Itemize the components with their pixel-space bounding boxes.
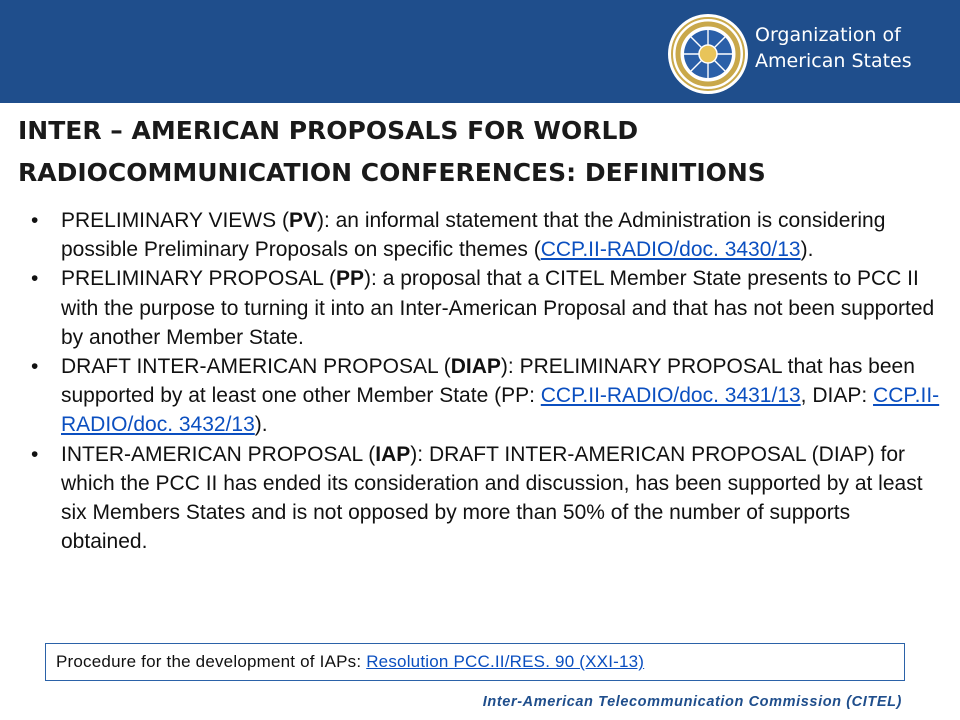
- org-name-line1: Organization of: [755, 24, 901, 46]
- bullet-icon: •: [31, 267, 39, 291]
- definition-text: ).: [254, 413, 268, 437]
- definition-pv: [24, 206, 940, 264]
- doc-3432-link[interactable]: CCP.II-RADIO/doc. 3432/13: [61, 384, 940, 437]
- oas-seal-icon: [670, 16, 746, 92]
- resolution-link[interactable]: Resolution PCC.II/RES. 90 (XXI-13): [366, 652, 645, 671]
- definition-diap: [24, 352, 940, 440]
- definition-abbr: IAP: [375, 442, 411, 466]
- page-title: [18, 110, 948, 194]
- definition-text: INTER-AMERICAN PROPOSAL (: [61, 442, 376, 466]
- definition-pp: [24, 264, 940, 352]
- definition-abbr: PP: [336, 267, 365, 291]
- definition-abbr: DIAP: [450, 355, 501, 379]
- definition-text: ): PRELIMINARY PROPOSAL that has been supported by at least one other Member State (PP:: [61, 355, 915, 408]
- header-banner: [0, 0, 960, 103]
- bullet-icon: •: [31, 209, 39, 232]
- org-name-line2: American States: [755, 50, 912, 72]
- title-line2: RADIOCOMMUNICATION CONFERENCES: DEFINITIONS: [18, 158, 766, 187]
- definition-text: PRELIMINARY VIEWS (: [61, 209, 289, 232]
- definition-text: DRAFT INTER-AMERICAN PROPOSAL (: [61, 355, 451, 379]
- doc-3430-link[interactable]: CCP.II-RADIO/doc. 3430/13: [540, 238, 801, 262]
- definition-text: ): DRAFT INTER-AMERICAN PROPOSAL (DIAP) for which the PCC II has ended its consideration and discussion, has been supported by at least six Members States and is not opposed by more than 50% of the number of supports obtained.: [61, 442, 923, 554]
- procedure-label: Procedure for the development of IAPs:: [56, 652, 367, 671]
- bullet-icon: •: [31, 355, 39, 379]
- definition-text: ).: [800, 238, 814, 262]
- footer-commission: Inter-American Telecommunication Commission (CITEL): [482, 694, 902, 710]
- title-line1: INTER – AMERICAN PROPOSALS FOR WORLD: [18, 116, 639, 145]
- definition-text: ): an informal statement that the Administration is considering possible Preliminary Proposals on specific themes (: [61, 209, 886, 262]
- definition-abbr: PV: [288, 209, 317, 232]
- bullet-icon: •: [31, 442, 39, 466]
- definition-text: , DIAP:: [800, 384, 874, 408]
- definitions-list: [24, 206, 940, 556]
- definition-text: PRELIMINARY PROPOSAL (: [61, 267, 337, 291]
- definition-iap: [24, 440, 940, 557]
- oas-seal-logo: [668, 14, 748, 94]
- procedure-box: [45, 643, 905, 681]
- doc-3431-link[interactable]: CCP.II-RADIO/doc. 3431/13: [540, 384, 801, 408]
- org-name: [755, 22, 955, 74]
- definition-text: ): a proposal that a CITEL Member State presents to PCC II with the purpose to turning it into an Inter-American Proposal and that has not been supported by another Member State.: [61, 267, 935, 349]
